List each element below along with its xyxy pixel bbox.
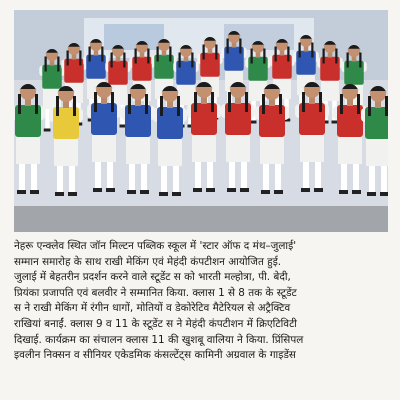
article-line: सम्मान समारोह के साथ राखी मेकिंग एवं मेहंदी कंपटीशन आयोजित हुई. (14, 255, 282, 268)
group-photo (14, 10, 388, 232)
article-line: नेहरू एन्क्लेव स्थित जॉन मिल्टन पब्लिक स्कूल में 'स्टार ऑफ द मंथ–जुलाई' (14, 240, 297, 252)
article-line: दिखाई. कार्यक्रम का संचालन क्लास 11 की खुशबू वालिया ने किया. प्रिंसिपल (14, 333, 304, 346)
article-text (14, 239, 388, 364)
article-line: प्रियंका प्रजापति एवं बलवीर ने सम्मानित किया. क्लास 1 से 8 तक के स्टूडेंट (14, 286, 297, 299)
article-line: राखियां बनाईं. क्लास 9 व 11 के स्टूडेंट स ने मेहंदी कंपटीशन में क्रिएटिविटी (14, 317, 297, 330)
article-line: स ने राखी मेकिंग में रंगीन धागों, मोतियों व डेकोरेटिव मैटेरियल से अट्रैक्टिव (14, 302, 291, 315)
article-line: जुलाई में बेहतरीन प्रदर्शन करने वाले स्टूडेंट स को भारती मल्होत्रा, पी. बेदी, (14, 271, 291, 284)
article-line: इवलीन निक्सन व सीनियर एकेडमिक कंसल्टेंट्स कामिनी अग्रवाल के गाइडेंस (14, 349, 296, 362)
